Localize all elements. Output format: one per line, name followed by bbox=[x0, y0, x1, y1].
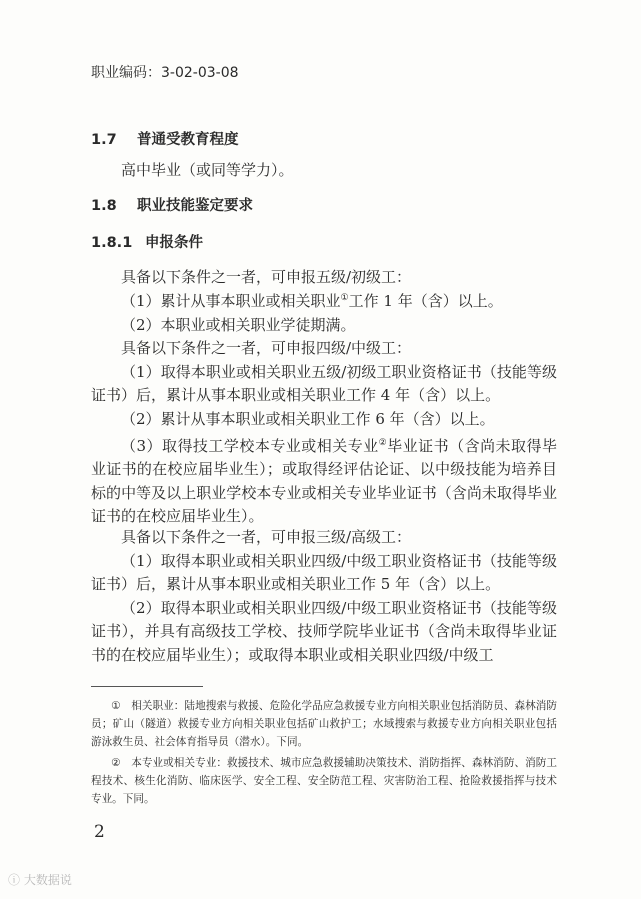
level4-intro: 具备以下条件之一者，可申报四级/中级工： bbox=[121, 339, 412, 357]
level4-cond-3: （3）取得技工学校本专业或相关专业②毕业证书（含尚未取得毕业证书的在校应届毕业生）；或取得经评估论证、以中级技能为培养目标的中等及以上职业学校本专业或相关专业毕业证书（含尚未取得毕业证书的在校应届毕业生）。 bbox=[91, 437, 557, 525]
level3-cond-2: （2）取得本职业或相关职业四级/中级工职业资格证书（技能等级证书），并具有高级技工学校、技师学院毕业证书（含尚未取得毕业证书的在校应届毕业生）；或取得本职业或相关职业四级/中级工 bbox=[91, 599, 557, 664]
section-1-8-1-heading bbox=[91, 231, 203, 252]
section-number: 1.8 bbox=[91, 198, 117, 214]
level4-cond-2: （2）累计从事本职业或相关职业工作 6 年（含）以上。 bbox=[121, 410, 495, 428]
section-number: 1.7 bbox=[91, 132, 117, 148]
footnote-mark: ② bbox=[378, 438, 388, 448]
page-number: 2 bbox=[94, 822, 105, 842]
section-1-7-heading bbox=[91, 128, 239, 149]
section-title: 普通受教育程度 bbox=[137, 132, 239, 148]
section-title: 申报条件 bbox=[145, 235, 203, 251]
level3-intro: 具备以下条件之一者，可申报三级/高级工： bbox=[121, 528, 412, 546]
occupation-code: 职业编码：3-02-03-08 bbox=[91, 65, 239, 81]
level4-cond-1: （1）取得本职业或相关职业五级/初级工职业资格证书（技能等级证书）后，累计从事本职业或相关职业工作 4 年（含）以上。 bbox=[91, 363, 557, 405]
footnote-2: ② 本专业或相关专业：救援技术、城市应急救援辅助决策技术、消防指挥、森林消防、消防工程技术、核生化消防、临床医学、安全工程、安全防范工程、灾害防治工程、抢险救援指挥与技术专业。下同。 bbox=[91, 757, 557, 805]
level3-cond-1: （1）取得本职业或相关职业四级/中级工职业资格证书（技能等级证书）后，累计从事本职业或相关职业工作 5 年（含）以上。 bbox=[91, 552, 557, 594]
section-1-8-heading bbox=[91, 194, 253, 215]
level5-cond-1: （1）累计从事本职业或相关职业①工作 1 年（含）以上。 bbox=[121, 292, 503, 310]
level5-intro: 具备以下条件之一者，可申报五级/初级工： bbox=[121, 268, 412, 286]
section-title: 职业技能鉴定要求 bbox=[137, 198, 253, 214]
watermark: ⓘ 大数据说 bbox=[8, 873, 72, 887]
education-text: 高中毕业（或同等学力）。 bbox=[121, 161, 294, 179]
footnote-mark: ① bbox=[340, 293, 349, 303]
watermark-icon: ⓘ bbox=[8, 873, 24, 887]
footnote-divider bbox=[91, 686, 203, 687]
section-number: 1.8.1 bbox=[91, 235, 133, 251]
footnote-1: ① 相关职业：陆地搜索与救援、危险化学品应急救援专业方向相关职业包括消防员、森林消防员；矿山（隧道）救援专业方向相关职业包括矿山救护工；水域搜索与救援专业方向相关职业包括游泳救生员、社会体育指导员（潜水）。下同。 bbox=[91, 700, 557, 748]
level5-cond-2: （2）本职业或相关职业学徒期满。 bbox=[121, 316, 356, 334]
